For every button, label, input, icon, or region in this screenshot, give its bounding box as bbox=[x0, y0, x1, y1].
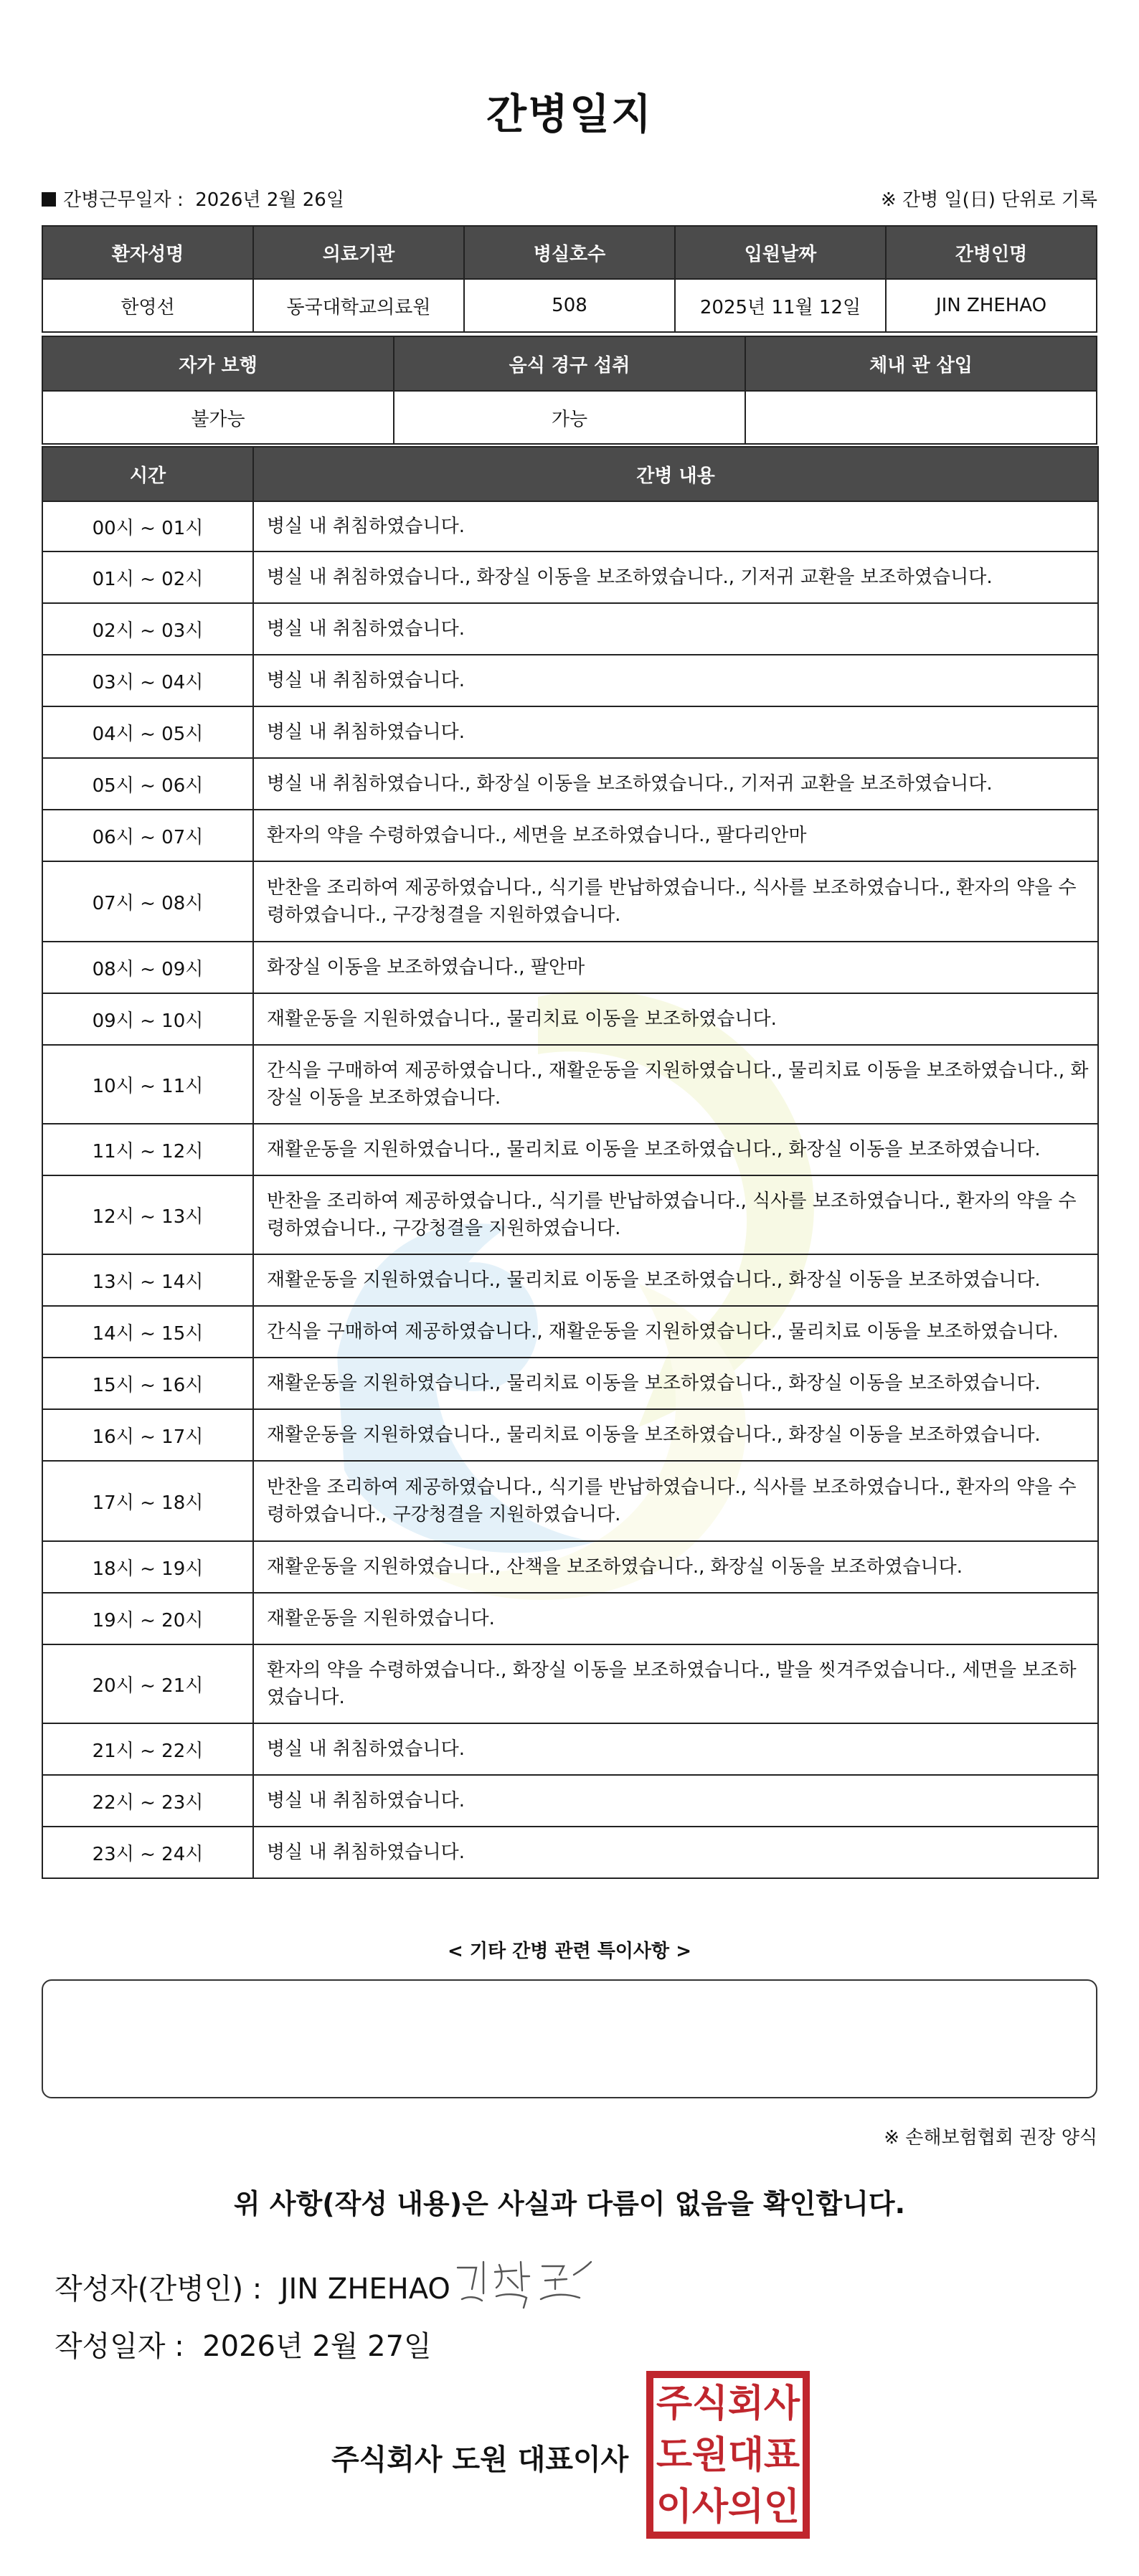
svg-text:사: 사 bbox=[763, 2382, 800, 2425]
header-hospital: 의료기관 bbox=[253, 226, 464, 279]
care-content: 재활운동을 지원하였습니다., 물리치료 이동을 보조하였습니다., 화장실 이동을 보조하였습니다. bbox=[253, 1124, 1098, 1175]
care-content: 재활운동을 지원하였습니다., 물리치료 이동을 보조하였습니다. bbox=[253, 993, 1098, 1045]
table-row bbox=[42, 501, 1098, 551]
time-slot: 23시 ~ 24시 bbox=[42, 1827, 253, 1878]
header-patient-name: 환자성명 bbox=[42, 226, 253, 279]
table-row bbox=[42, 1593, 1098, 1644]
table-row bbox=[42, 758, 1098, 810]
table-row bbox=[42, 1409, 1098, 1461]
writer-label: 작성자(간병인) : bbox=[55, 2273, 263, 2306]
table-row bbox=[42, 551, 1098, 603]
care-content: 반찬을 조리하여 제공하였습니다., 식기를 반납하였습니다., 식사를 보조하였습니다., 환자의 약을 수령하였습니다., 구강청결을 지원하였습니다. bbox=[253, 1461, 1098, 1541]
table-row bbox=[42, 1541, 1098, 1593]
header-oral-intake: 음식 경구 섭취 bbox=[394, 336, 745, 391]
svg-text:의: 의 bbox=[727, 2486, 765, 2529]
square-bullet-icon bbox=[42, 192, 56, 207]
care-content: 반찬을 조리하여 제공하였습니다., 식기를 반납하였습니다., 식사를 보조하였습니다., 환자의 약을 수령하였습니다., 구강청결을 지원하였습니다. bbox=[253, 1175, 1098, 1254]
time-slot: 16시 ~ 17시 bbox=[42, 1409, 253, 1461]
svg-text:식: 식 bbox=[691, 2382, 729, 2425]
table-row bbox=[42, 1254, 1098, 1306]
table-row bbox=[42, 1644, 1098, 1723]
time-slot: 19시 ~ 20시 bbox=[42, 1593, 253, 1644]
care-content: 병실 내 취침하였습니다., 화장실 이동을 보조하였습니다., 기저귀 교환을 보조하였습니다. bbox=[253, 758, 1098, 810]
write-date-label: 작성일자 : bbox=[55, 2330, 184, 2363]
time-slot: 17시 ~ 18시 bbox=[42, 1461, 253, 1541]
care-content: 병실 내 취침하였습니다. bbox=[253, 706, 1098, 758]
time-slot: 20시 ~ 21시 bbox=[42, 1644, 253, 1723]
association-note: ※ 손해보험협회 권장 양식 bbox=[884, 2127, 1097, 2149]
header-room-number: 병실호수 bbox=[464, 226, 675, 279]
care-content: 재활운동을 지원하였습니다., 물리치료 이동을 보조하였습니다., 화장실 이동을 보조하였습니다. bbox=[253, 1254, 1098, 1306]
header-caregiver-name: 간병인명 bbox=[886, 226, 1097, 279]
table-row bbox=[42, 1775, 1098, 1827]
writer-name: JIN ZHEHAO bbox=[280, 2273, 450, 2306]
company-name: 주식회사 도원 대표이사 bbox=[331, 2443, 629, 2476]
caregiver-name: JIN ZHEHAO bbox=[886, 279, 1097, 332]
care-content: 화장실 이동을 보조하였습니다., 팔안마 bbox=[253, 942, 1098, 993]
confirmation-statement: 위 사항(작성 내용)은 사실과 다름이 없음을 확인합니다. bbox=[233, 2188, 906, 2220]
time-slot: 14시 ~ 15시 bbox=[42, 1306, 253, 1358]
care-content: 반찬을 조리하여 제공하였습니다., 식기를 반납하였습니다., 식사를 보조하였습니다., 환자의 약을 수령하였습니다., 구강청결을 지원하였습니다. bbox=[253, 861, 1098, 942]
time-slot: 15시 ~ 16시 bbox=[42, 1358, 253, 1409]
header-tube-insertion: 체내 관 삽입 bbox=[745, 336, 1097, 391]
patient-info-table bbox=[42, 225, 1097, 333]
time-slot: 01시 ~ 02시 bbox=[42, 551, 253, 603]
room-number: 508 bbox=[464, 279, 675, 332]
care-content: 재활운동을 지원하였습니다., 물리치료 이동을 보조하였습니다., 화장실 이동을 보조하였습니다. bbox=[253, 1358, 1098, 1409]
writer-line bbox=[55, 2266, 450, 2307]
time-slot: 04시 ~ 05시 bbox=[42, 706, 253, 758]
table-row bbox=[42, 1723, 1098, 1775]
care-content: 병실 내 취침하였습니다., 화장실 이동을 보조하였습니다., 기저귀 교환을 보조하였습니다. bbox=[253, 551, 1098, 603]
svg-text:원: 원 bbox=[691, 2434, 729, 2477]
oral-intake-value: 가능 bbox=[394, 391, 745, 444]
time-slot: 22시 ~ 23시 bbox=[42, 1775, 253, 1827]
care-content: 재활운동을 지원하였습니다., 물리치료 이동을 보조하였습니다., 화장실 이동을 보조하였습니다. bbox=[253, 1409, 1098, 1461]
time-slot: 10시 ~ 11시 bbox=[42, 1045, 253, 1124]
time-slot: 00시 ~ 01시 bbox=[42, 501, 253, 551]
time-slot: 11시 ~ 12시 bbox=[42, 1124, 253, 1175]
svg-text:표: 표 bbox=[763, 2434, 800, 2477]
remarks-title: < 기타 간병 관련 특이사항 > bbox=[448, 1941, 691, 1962]
time-slot: 07시 ~ 08시 bbox=[42, 861, 253, 942]
time-slot: 08시 ~ 09시 bbox=[42, 942, 253, 993]
table-row bbox=[42, 706, 1098, 758]
care-content: 병실 내 취침하였습니다. bbox=[253, 603, 1098, 655]
write-date-line bbox=[55, 2324, 432, 2364]
time-slot: 06시 ~ 07시 bbox=[42, 810, 253, 861]
care-content: 환자의 약을 수령하였습니다., 세면을 보조하였습니다., 팔다리안마 bbox=[253, 810, 1098, 861]
work-date-value: 2026년 2월 26일 bbox=[195, 189, 344, 211]
time-slot: 03시 ~ 04시 bbox=[42, 655, 253, 706]
care-content: 재활운동을 지원하였습니다., 산책을 보조하였습니다., 화장실 이동을 보조하였습니다. bbox=[253, 1541, 1098, 1593]
tube-insertion-value bbox=[745, 391, 1097, 444]
patient-name: 한영선 bbox=[42, 279, 253, 332]
company-seal-stamp bbox=[646, 2370, 810, 2539]
table-row bbox=[42, 1358, 1098, 1409]
handwritten-signature bbox=[452, 2246, 595, 2315]
time-slot: 09시 ~ 10시 bbox=[42, 993, 253, 1045]
svg-text:이: 이 bbox=[656, 2486, 693, 2529]
care-content: 병실 내 취침하였습니다. bbox=[253, 655, 1098, 706]
care-content: 환자의 약을 수령하였습니다., 화장실 이동을 보조하였습니다., 발을 씻겨주었습니다., 세면을 보조하였습니다. bbox=[253, 1644, 1098, 1723]
unit-note: ※ 간병 일(日) 단위로 기록 bbox=[880, 189, 1097, 211]
work-date-label: 간병근무일자 : bbox=[63, 189, 184, 211]
page-title: 간병일지 bbox=[486, 90, 653, 138]
admission-date: 2025년 11월 12일 bbox=[675, 279, 886, 332]
table-row bbox=[42, 810, 1098, 861]
table-row bbox=[42, 1827, 1098, 1878]
time-slot: 05시 ~ 06시 bbox=[42, 758, 253, 810]
table-row bbox=[42, 1045, 1098, 1124]
header-admission-date: 입원날짜 bbox=[675, 226, 886, 279]
care-content: 병실 내 취침하였습니다. bbox=[253, 501, 1098, 551]
care-content: 간식을 구매하여 제공하였습니다., 재활운동을 지원하였습니다., 물리치료 이동을 보조하였습니다., 화장실 이동을 보조하였습니다. bbox=[253, 1045, 1098, 1124]
table-row bbox=[42, 655, 1098, 706]
patient-status-table bbox=[42, 336, 1097, 445]
care-content: 병실 내 취침하였습니다. bbox=[253, 1827, 1098, 1878]
table-row bbox=[42, 1124, 1098, 1175]
care-content: 간식을 구매하여 제공하였습니다., 재활운동을 지원하였습니다., 물리치료 이동을 보조하였습니다. bbox=[253, 1306, 1098, 1358]
svg-text:도: 도 bbox=[656, 2434, 693, 2477]
svg-text:주: 주 bbox=[656, 2382, 693, 2425]
care-content: 병실 내 취침하였습니다. bbox=[253, 1775, 1098, 1827]
care-log-body bbox=[42, 501, 1098, 1878]
table-row bbox=[42, 603, 1098, 655]
time-slot: 02시 ~ 03시 bbox=[42, 603, 253, 655]
self-walking-value: 불가능 bbox=[42, 391, 394, 444]
care-log-table bbox=[42, 446, 1099, 1879]
header-self-walking: 자가 보행 bbox=[42, 336, 394, 391]
time-slot: 13시 ~ 14시 bbox=[42, 1254, 253, 1306]
svg-text:사: 사 bbox=[691, 2486, 729, 2529]
write-date-value: 2026년 2월 27일 bbox=[202, 2330, 432, 2363]
table-row bbox=[42, 942, 1098, 993]
time-slot: 18시 ~ 19시 bbox=[42, 1541, 253, 1593]
care-content: 병실 내 취침하였습니다. bbox=[253, 1723, 1098, 1775]
table-row bbox=[42, 993, 1098, 1045]
table-row bbox=[42, 1306, 1098, 1358]
svg-text:회: 회 bbox=[727, 2382, 765, 2425]
table-row bbox=[42, 861, 1098, 942]
time-slot: 12시 ~ 13시 bbox=[42, 1175, 253, 1254]
svg-text:인: 인 bbox=[763, 2486, 800, 2529]
table-row bbox=[42, 1175, 1098, 1254]
remarks-box bbox=[42, 1979, 1097, 2098]
care-content: 재활운동을 지원하였습니다. bbox=[253, 1593, 1098, 1644]
table-row bbox=[42, 1461, 1098, 1541]
header-time: 시간 bbox=[42, 447, 253, 501]
header-care-content: 간병 내용 bbox=[253, 447, 1098, 501]
time-slot: 21시 ~ 22시 bbox=[42, 1723, 253, 1775]
work-date-line bbox=[42, 185, 344, 212]
svg-text:대: 대 bbox=[727, 2434, 765, 2477]
hospital-name: 동국대학교의료원 bbox=[253, 279, 464, 332]
